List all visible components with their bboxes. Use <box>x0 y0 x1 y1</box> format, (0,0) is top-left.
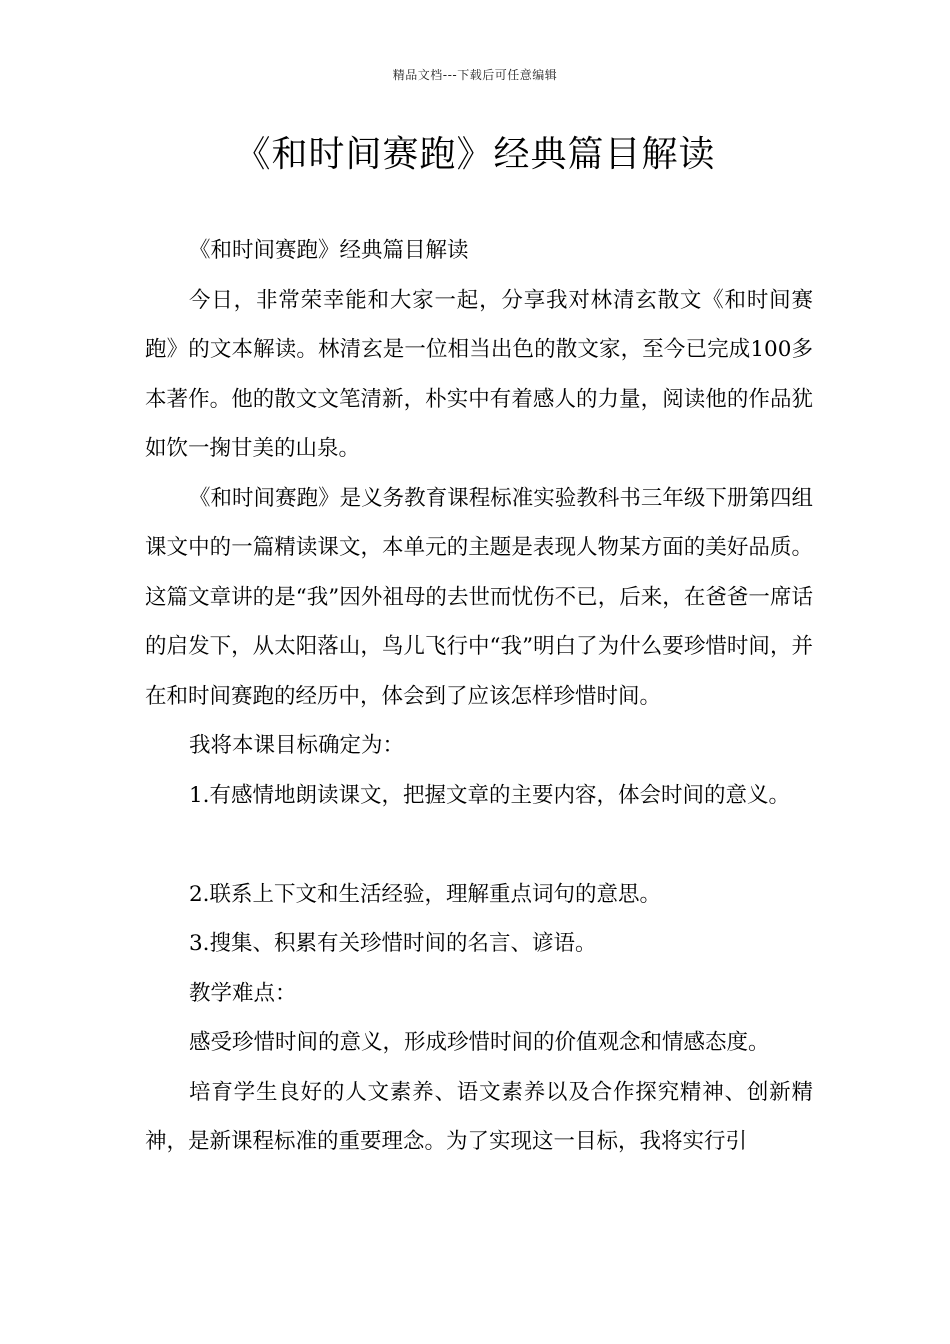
paragraph-methods: 培育学生良好的人文素养、语文素养以及合作探究精神、创新精神，是新课程标准的重要理念。为了实现这一目标，我将实行引 <box>145 1079 813 1154</box>
paragraph-subtitle: 《和时间赛跑》经典篇目解读 <box>189 238 469 263</box>
paragraph-intro: 今日，非常荣幸能和大家一起，分享我对林清玄散文《和时间赛跑》的文本解读。林清玄是一位相当出色的散文家，至今已完成100多本著作。他的散文文笔清新，朴实中有着感人的力量，阅读他的作品犹如饮一掬甘美的山泉。 <box>145 287 813 461</box>
paragraph-goals-heading: 我将本课目标确定为： <box>189 733 405 758</box>
paragraph-goal-3: 3.搜集、积累有关珍惜时间的名言、谚语。 <box>189 931 597 956</box>
document-body <box>145 226 813 1167</box>
header-note: 精品文档---下载后可任意编辑 <box>392 68 558 82</box>
paragraph-goal-1: 1.有感情地朗读课文，把握文章的主要内容，体会时间的意义。 <box>189 782 791 808</box>
paragraph-text-analysis: 《和时间赛跑》是义务教育课程标准实验教科书三年级下册第四组课文中的一篇精读课文，本单元的主题是表现人物某方面的美好品质。这篇文章讲的是“我”因外祖母的去世而忧伤不已，后来，在爸爸一席话的启发下，从太阳落山，鸟儿飞行中“我”明白了为什么要珍惜时间，并在和时间赛跑的经历中，体会到了应该怎样珍惜时间。 <box>145 485 813 709</box>
document-title: 《和时间赛跑》经典篇目解读 <box>234 134 716 175</box>
paragraph-difficulty: 感受珍惜时间的意义，形成珍惜时间的价值观念和情感态度。 <box>189 1030 770 1055</box>
paragraph-difficulty-heading: 教学难点： <box>189 980 297 1006</box>
paragraph-goal-2: 2.联系上下文和生活经验，理解重点词句的意思。 <box>189 881 662 907</box>
